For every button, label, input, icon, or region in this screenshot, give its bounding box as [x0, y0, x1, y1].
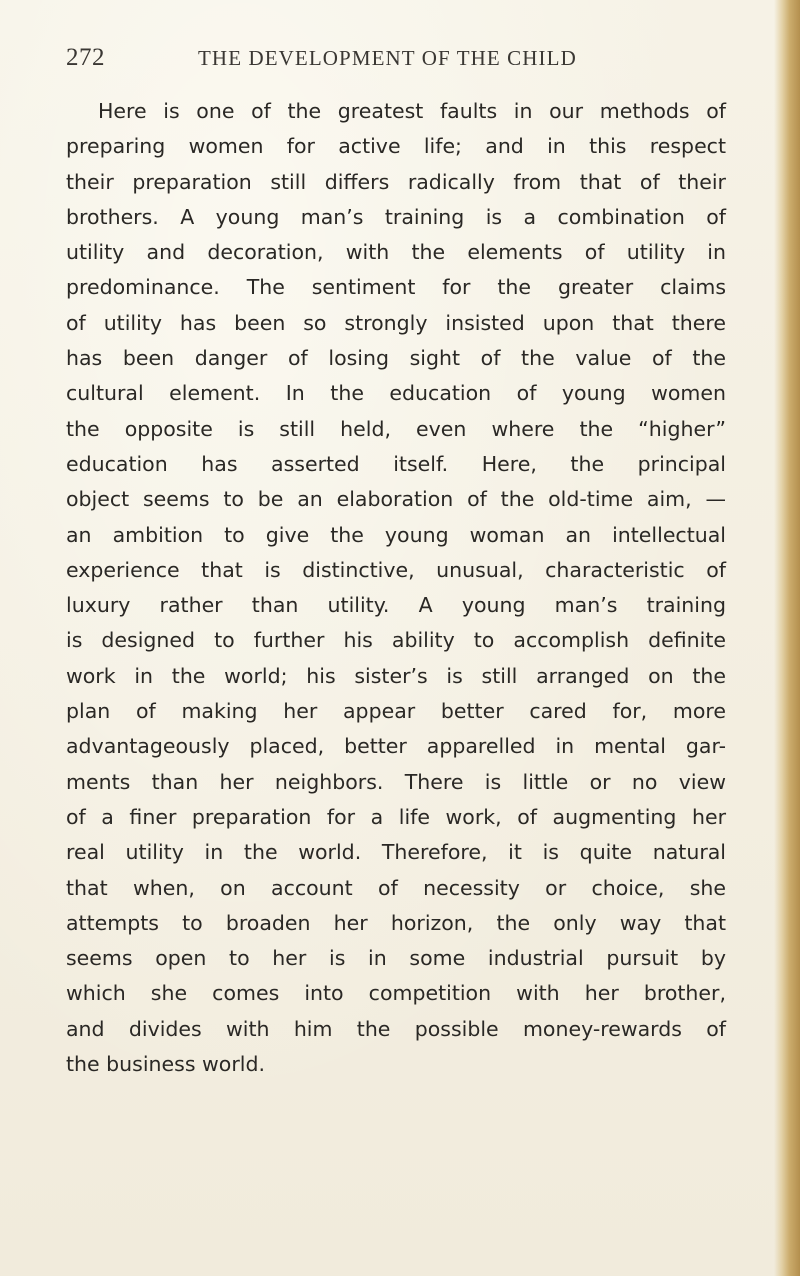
text-line: utility and decoration, with the elements of utility in [66, 240, 726, 265]
text-line: the business world. [66, 1052, 265, 1077]
page-number: 272 [66, 44, 105, 71]
text-line: plan of making her appear better cared for, more [66, 699, 726, 724]
text-line: ments than her neighbors. There is little or no view [66, 769, 726, 794]
text-line: work in the world; his sister’s is still arranged on the [66, 663, 726, 688]
text-line: their preparation still differs radically from that of their [66, 169, 726, 194]
text-line: is designed to further his ability to accomplish definite [66, 628, 726, 653]
text-line: cultural element. In the education of young women [66, 381, 726, 406]
text-line: and divides with him the possible money-rewards of [66, 1016, 726, 1041]
text-line: seems open to her is in some industrial pursuit by [66, 946, 726, 971]
text-line: brothers. A young man’s training is a combination of [66, 204, 726, 229]
text-line: real utility in the world. Therefore, it is quite natural [66, 840, 726, 865]
running-header [66, 44, 746, 84]
text-line: attempts to broaden her horizon, the only way that [66, 910, 726, 935]
text-line: luxury rather than utility. A young man’s training [66, 593, 726, 618]
text-line: an ambition to give the young woman an intellectual [66, 522, 726, 547]
text-line: that when, on account of necessity or choice, she [66, 875, 726, 900]
text-line: predominance. The sentiment for the greater claims [66, 275, 726, 300]
text-line: has been danger of losing sight of the value of the [66, 346, 726, 371]
running-head-title: THE DEVELOPMENT OF THE CHILD [198, 46, 577, 70]
body-paragraph [66, 94, 726, 1082]
text-line: experience that is distinctive, unusual, characteristic of [66, 557, 726, 582]
text-line: the opposite is still held, even where the “higher” [66, 416, 726, 441]
text-line: of a finer preparation for a life work, of augmenting her [66, 804, 726, 829]
text-line: of utility has been so strongly insisted upon that there [66, 310, 726, 335]
page-edge-shadow [774, 0, 800, 1276]
text-line: advantageously placed, better apparelled in mental gar- [66, 734, 726, 759]
text-line: object seems to be an elaboration of the old-time aim, — [66, 487, 726, 512]
text-line: Here is one of the greatest faults in our methods of [98, 99, 726, 123]
text-line: education has asserted itself. Here, the principal [66, 451, 726, 476]
text-line: preparing women for active life; and in this respect [66, 134, 726, 159]
text-line: which she comes into competition with her brother, [66, 981, 726, 1006]
